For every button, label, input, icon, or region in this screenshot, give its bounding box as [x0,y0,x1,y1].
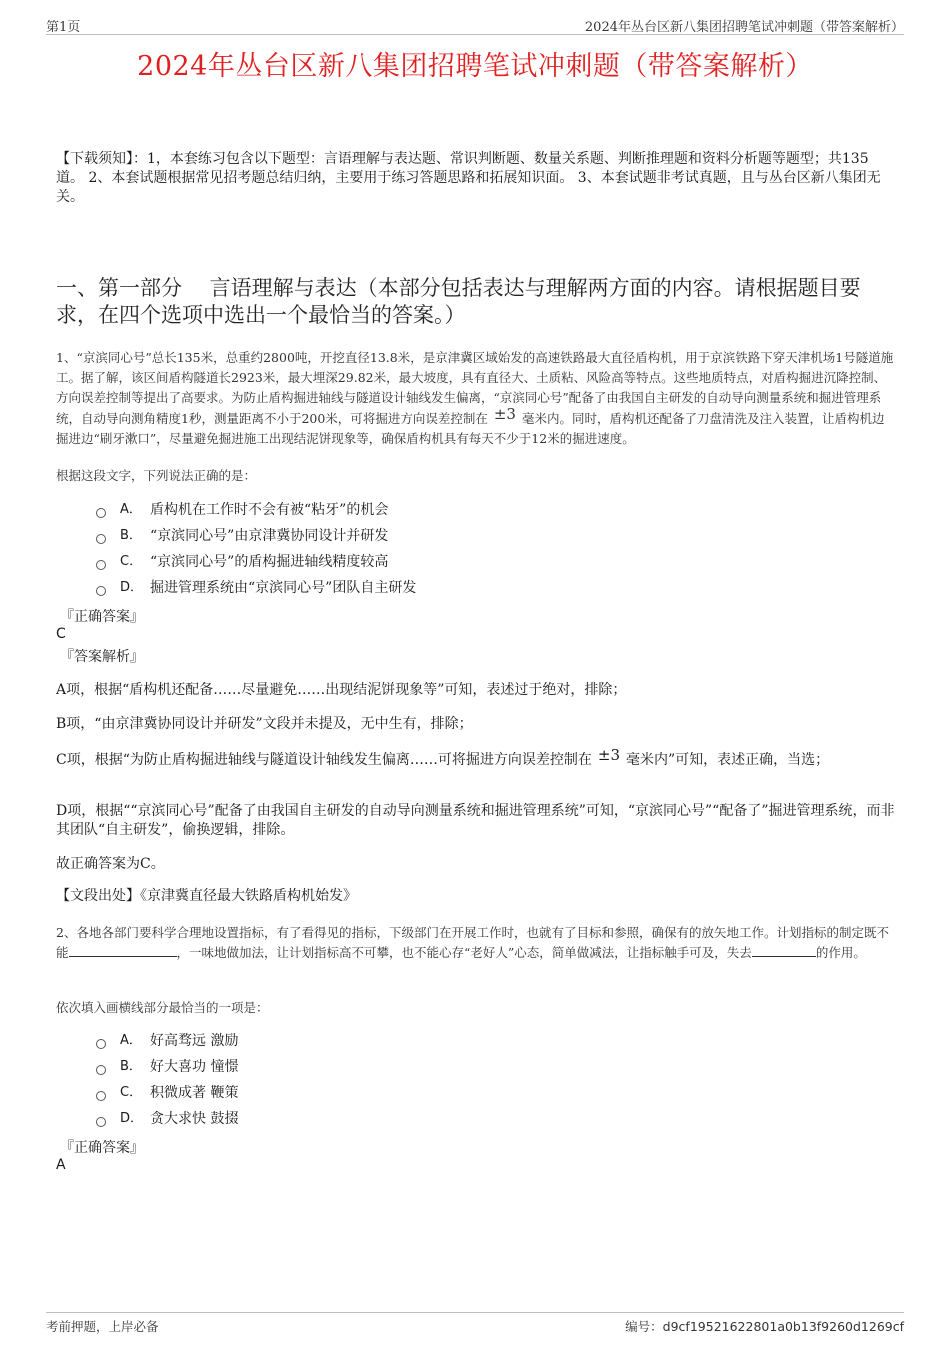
page-footer [46,1312,904,1335]
blank-line [752,944,816,957]
option-d[interactable]: D． 掘进管理系统由“京滨同心号”团队自主研发 [96,575,416,601]
question-1-options [96,497,416,601]
page-number: 第1页 [46,20,81,35]
question-1-text: 1、“京滨同心号”总长135米，总重约2800吨，开挖直径13.8米，是京津冀区域始发的高速铁路最大直径盾构机，用于京滨铁路下穿天津机场1号隧道施工。据了解，该区间盾构隧道长2923米，最大埋深29.82米，最大坡度，具有直径大、土质粘、风险高等特点。这些地质特点，对盾构掘进沉降控制、方向误差控制等提出了高要求。为防止盾构掘进轴线与隧道设计轴线发生偏离，“京滨同心号”配备了由我国自主研发的自动导向测量系统和掘进管理系统，自动导向测角精度1秒，测量距离不小于200米，可将掘进方向误差控制在 ±3 毫米内。同时，盾构机还配备了刀盘清洗及注入装置，让盾构机边掘进边“刷牙漱口”，尽量避免掘进施工出现结泥饼现象等，确保盾构机具有每天不少于12米的掘进速度。 [56,350,894,446]
correct-answer-label: 『正确答案』 [60,1140,144,1156]
correct-answer: A [56,1157,66,1173]
header-doc-title: 2024年丛台区新八集团招聘笔试冲刺题（带答案解析） [584,20,904,35]
radio-icon[interactable] [96,1117,106,1127]
blank-line [69,944,177,957]
source-citation: 【文段出处】《京津冀直径最大铁路盾构机始发》 [56,888,357,904]
option-c[interactable]: C． 积微成著 鞭策 [96,1080,238,1106]
question-2-ask: 依次填入画横线部分最恰当的一项是： [56,1000,269,1015]
analysis-d: D项，根据““京滨同心号”配备了由我国自主研发的自动导向测量系统和掘进管理系统”可知，“京滨同心号”“配备了”掘进管理系统，而非其团队“自主研发”，偷换逻辑，排除。 [56,803,895,838]
question-1-ask: 根据这段文字，下列说法正确的是： [56,468,257,483]
analysis-b: B项，“由京津冀协同设计并研发”文段并未提及，无中生有，排除； [56,716,473,732]
document-code: 编号：d9cf19521622801a0b13f9260d1269cf [625,1319,904,1334]
option-b[interactable]: B． 好大喜功 憧憬 [96,1054,238,1080]
document-title: 2024年丛台区新八集团招聘笔试冲刺题（带答案解析） [137,51,813,82]
plus-minus-value: ±3 [493,405,516,423]
footer-slogan: 考前押题，上岸必备 [46,1319,159,1334]
analysis-a: A项，根据“盾构机还配备……尽量避免……出现结泥饼现象等”可知，表述过于绝对，排除； [56,682,627,698]
radio-icon[interactable] [96,1039,106,1049]
radio-icon[interactable] [96,534,106,544]
download-notice: 【下载须知】：1，本套练习包含以下题型：言语理解与表达题、常识判断题、数量关系题、判断推理题和资料分析题等题型；共135道。 2、本套试题根据常见招考题总结归纳，主要用于练习答题思路和拓展知识面。 3、本套试题非考试真题，且与丛台区新八集团无关。 [56,151,881,205]
option-a[interactable]: A． 盾构机在工作时不会有被“粘牙”的机会 [96,497,416,523]
page-header [46,14,904,35]
question-2-text: 2、各地各部门要科学合理地设置指标，有了看得见的指标，下级部门在开展工作时，也就有了目标和参照，确保有的放矢地工作。计划指标的制定既不能 ，一味地做加法，让计划指标高不可攀，也不能心存“老好人”心态，简单做减法，让指标触手可及，失去 的作用。 [56,925,889,960]
radio-icon[interactable] [96,508,106,518]
option-b[interactable]: B． “京滨同心号”由京津冀协同设计并研发 [96,523,416,549]
radio-icon[interactable] [96,586,106,596]
radio-icon[interactable] [96,1065,106,1075]
option-c[interactable]: C． “京滨同心号”的盾构掘进轴线精度较高 [96,549,416,575]
conclusion: 故正确答案为C。 [56,856,165,872]
question-2-options [96,1028,238,1132]
radio-icon[interactable] [96,1091,106,1101]
option-a[interactable]: A． 好高骛远 激励 [96,1028,238,1054]
radio-icon[interactable] [96,560,106,570]
correct-answer: C [56,626,66,642]
plus-minus-value: ±3 [597,746,620,764]
section-heading: 一、第一部分 言语理解与表达（本部分包括表达与理解两方面的内容。请根据题目要求，在四个选项中选出一个最恰当的答案。） [56,276,861,327]
analysis-label: 『答案解析』 [60,649,144,665]
analysis-c: C项，根据“为防止盾构掘进轴线与隧道设计轴线发生偏离……可将掘进方向误差控制在 ±3 毫米内”可知，表述正确，当选； [56,746,830,768]
correct-answer-label: 『正确答案』 [60,609,144,625]
option-d[interactable]: D． 贪大求快 鼓掇 [96,1106,238,1132]
